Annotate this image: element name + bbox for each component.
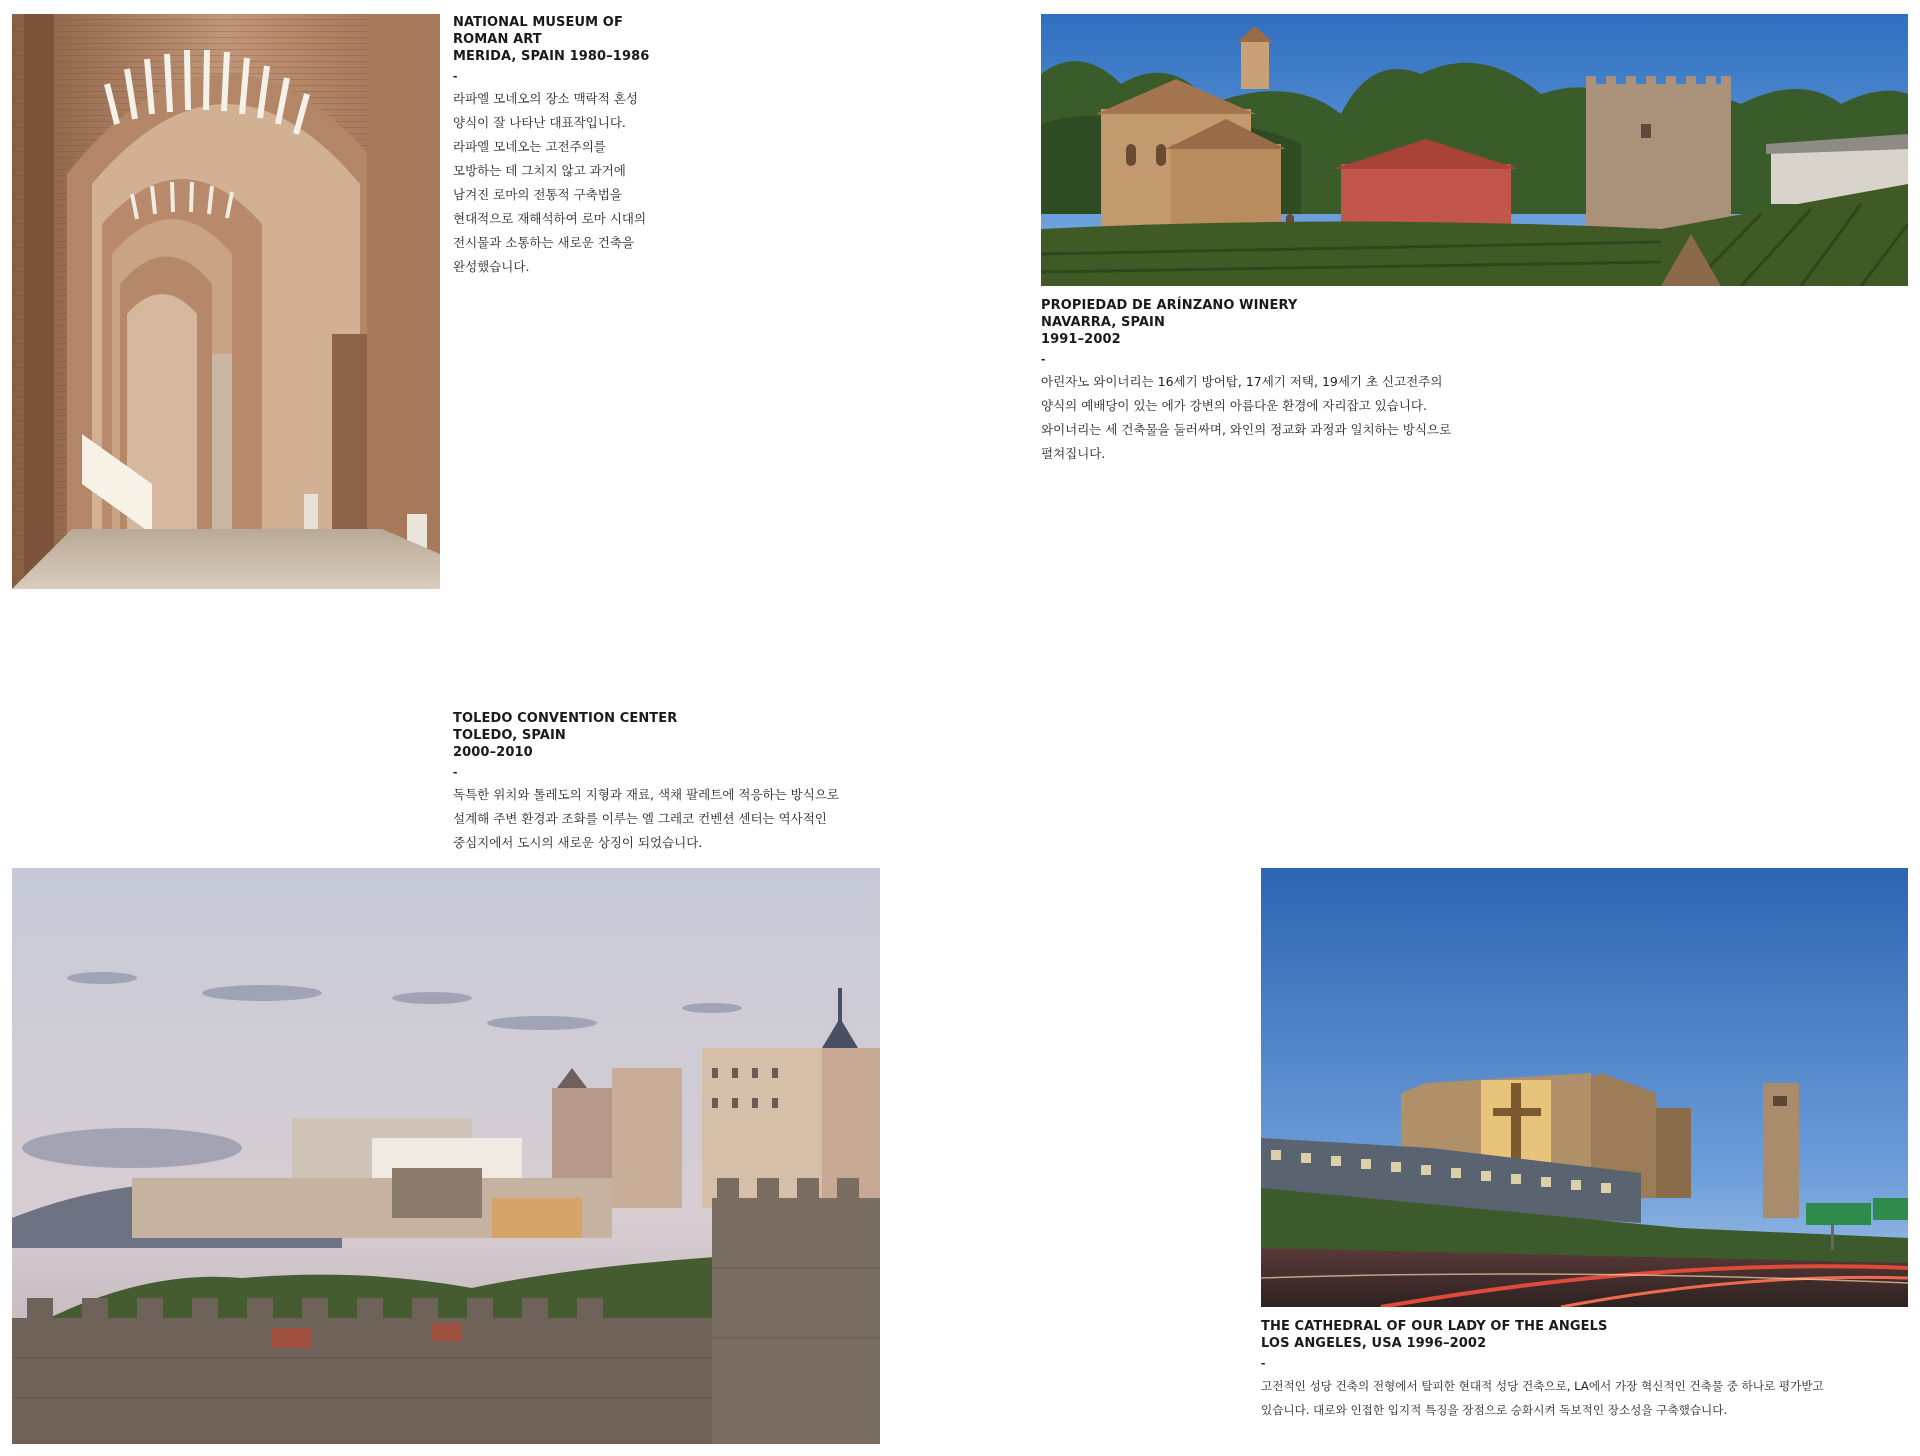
cathedral-caption xyxy=(1261,1318,1908,1422)
museum-dash: - xyxy=(453,68,458,83)
toledo-dash: - xyxy=(453,764,458,779)
toledo-photo xyxy=(12,868,880,1444)
cathedral-title: THE CATHEDRAL OF OUR LADY OF THE ANGELS LOS ANGELES, USA 1996–2002 xyxy=(1261,1319,1608,1351)
cathedral-description: 고전적인 성당 건축의 전형에서 탈피한 현대적 성당 건축으로, LA에서 가장 혁신적인 건축물 중 하나로 평가받고 있습니다. 대로와 인접한 입지적 특징을 장점으로 승화시켜 독보적인 장소성을 구축했습니다. xyxy=(1261,1379,1824,1417)
museum-caption xyxy=(453,14,713,279)
winery-description: 아린자노 와이너리는 16세기 방어탑, 17세기 저택, 19세기 초 신고전주의 양식의 예배당이 있는 에가 강변의 아름다운 환경에 자리잡고 있습니다. 와이너리는 세 건축물을 둘러싸며, 와인의 정교화 과정과 일치하는 방식으로 펼쳐집니다. xyxy=(1041,374,1452,461)
winery-photo xyxy=(1041,14,1908,286)
cathedral-dash: - xyxy=(1261,1355,1266,1370)
toledo-title: TOLEDO CONVENTION CENTER TOLEDO, SPAIN 2000–2010 xyxy=(453,711,678,760)
winery-title: PROPIEDAD DE ARÍNZANO WINERY NAVARRA, SPAIN 1991–2002 xyxy=(1041,298,1298,347)
winery-caption xyxy=(1041,297,1601,466)
museum-description: 라파엘 모네오의 장소 맥락적 혼성 양식이 잘 나타난 대표작입니다. 라파엘 모네오는 고전주의를 모방하는 데 그치지 않고 과거에 남겨진 로마의 전통적 구축법을 현대적으로 재해석하여 로마 시대의 전시물과 소통하는 새로운 건축을 완성했습니다. xyxy=(453,91,647,274)
museum-title: NATIONAL MUSEUM OF ROMAN ART MERIDA, SPAIN 1980–1986 xyxy=(453,15,650,64)
museum-photo xyxy=(12,14,440,589)
cathedral-photo xyxy=(1261,868,1908,1307)
toledo-caption xyxy=(453,710,1013,855)
winery-dash: - xyxy=(1041,351,1046,366)
toledo-description: 독특한 위치와 톨레도의 지형과 재료, 색채 팔레트에 적응하는 방식으로 설계해 주변 환경과 조화를 이루는 엘 그레코 컨벤션 센터는 역사적인 중심지에서 도시의 새로운 상징이 되었습니다. xyxy=(453,787,839,850)
